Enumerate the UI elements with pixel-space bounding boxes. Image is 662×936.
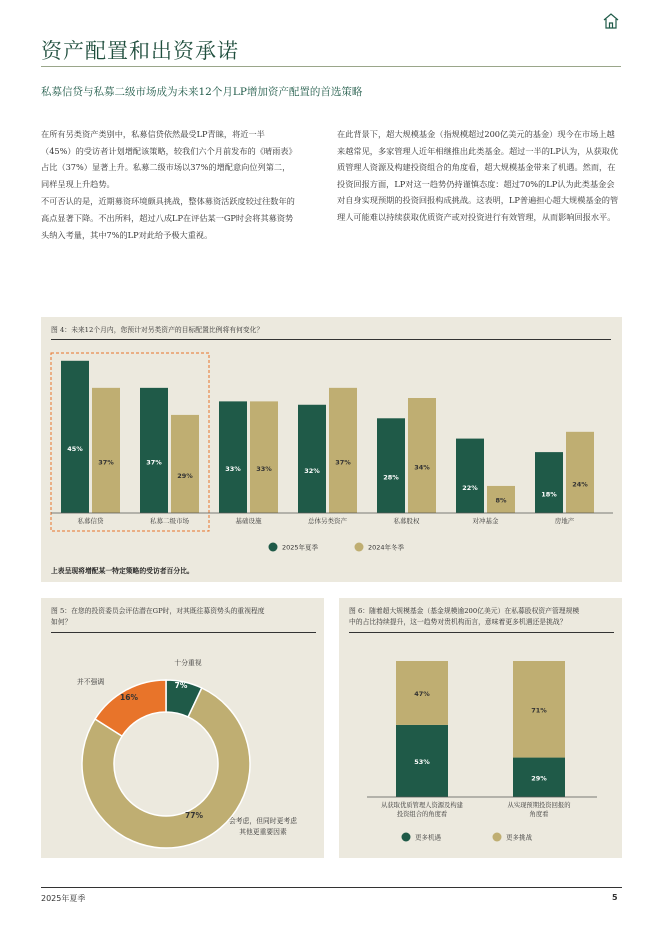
figure-6-panel (339, 598, 622, 858)
bar-winter-2024 (329, 388, 357, 513)
slice-value-label: 7% (174, 681, 188, 690)
legend-swatch (269, 543, 278, 552)
data-label: 33% (225, 465, 241, 474)
footer-season: 2025年夏季 (41, 894, 86, 903)
legend-swatch (355, 543, 364, 552)
bar-summer-2025 (456, 439, 484, 513)
figure-4-title: 图 4：未来12个月内，您预计对另类资产的目标配置比例将有何变化？ (51, 326, 264, 334)
data-label: 24% (572, 480, 588, 489)
data-label: 37% (335, 458, 351, 467)
page-subtitle: 私募信贷与私募二级市场成为未来12个月LP增加资产配置的首选策略 (41, 86, 363, 98)
data-label: 32% (304, 466, 320, 475)
home-icon[interactable] (602, 12, 620, 30)
footer-divider (41, 887, 622, 888)
callout-consider: 会考虑，但同时更考虑 (229, 817, 297, 825)
bar-summer-2025 (377, 418, 405, 513)
category-label: 对冲基金 (472, 517, 499, 525)
figure-4-note: 上表呈现将增配某一特定策略的受访者百分比。 (51, 567, 194, 575)
category-label: 私募信贷 (77, 517, 104, 525)
data-label: 37% (98, 458, 114, 467)
figure-5-panel (41, 598, 324, 858)
callout-very-important: 十分重视 (174, 659, 202, 667)
figure-5-chart (41, 598, 324, 858)
figure-4-panel (41, 317, 622, 582)
category-label: 角度看 (529, 811, 549, 818)
bar-winter-2024 (92, 388, 120, 513)
category-label: 从获取优质管理人资源及构建 (381, 802, 463, 809)
body-paragraph: 在所有另类资产类别中，私募信贷依然最受LP青睐，将近一半（45%）的受访者计划增配该策略，较我们六个月前发布的《晴雨表》占比（37%）显著上升。私募二级市场以37%的增配意向位列第二，同样呈现上升趋势。 (41, 129, 293, 189)
figure-6-title-line1: 图 6：随着超大规模基金（基金规模逾200亿美元）在私募股权资产管理规模 (349, 607, 580, 615)
legend-label: 更多挑战 (506, 833, 532, 842)
legend-swatch (493, 833, 502, 842)
category-label: 投资组合的角度看 (396, 811, 448, 818)
body-column-right (337, 126, 622, 227)
legend-label: 2025年夏季 (282, 543, 319, 552)
title-divider (41, 66, 621, 67)
category-label: 基础设施 (235, 517, 262, 525)
bar-winter-2024 (408, 398, 436, 513)
callout-consider: 其他更重要因素 (239, 828, 287, 836)
body-paragraph: 在此背景下，超大规模基金（指规模超过200亿美元的基金）现今在市场上越来越常见，多家管理人近年相继推出此类基金。超过一半的LP认为，从获取优质管理人资源及构建投资组合的角度看，超大规模基金带来了机遇。然而，在投资回报方面，LP对这一趋势仍持谨慎态度：超过70%的LP认为此类基金会对自身实现预期的投资回报构成挑战。这表明，LP普遍担心超大规模基金的管理人可能难以持续获取优质资产或对投资进行有效管理，从而影响回报水平。 (337, 129, 619, 222)
data-label: 71% (531, 706, 547, 715)
data-label: 29% (531, 774, 547, 783)
bar-summer-2025 (219, 401, 247, 513)
figure-6-title-line2: 中的占比持续提升，这一趋势对贵机构而言，意味着更多机遇还是挑战？ (349, 618, 567, 626)
legend-swatch (402, 833, 411, 842)
category-label: 私募股权 (393, 517, 420, 525)
donut-hole (115, 713, 217, 815)
data-label: 37% (146, 458, 162, 467)
figure-5-title-line1: 图 5：在您的投资委员会评估潜在GP时，对其既往募资势头的重视程度 (51, 607, 265, 615)
bar-summer-2025 (535, 452, 563, 513)
data-label: 34% (414, 463, 430, 472)
legend-label: 更多机遇 (415, 833, 441, 842)
bar-winter-2024 (250, 401, 278, 513)
bar-summer-2025 (140, 388, 168, 513)
bar-summer-2025 (298, 405, 326, 513)
slice-value-label: 16% (120, 693, 138, 702)
data-label: 45% (67, 444, 83, 453)
data-label: 29% (177, 471, 193, 480)
body-paragraph: 不可否认的是，近期募资环境颇具挑战，整体募资活跃度较过往数年的高点显著下降。不出所料，超过八成LP在评估某一GP时会将其募资势头纳入考量，其中7%的LP对此给予极大重视。 (41, 196, 295, 240)
category-label: 从实现预期投资回报的 (507, 802, 571, 809)
data-label: 53% (414, 757, 430, 766)
data-label: 22% (462, 483, 478, 492)
page-number: 5 (612, 893, 618, 902)
figure-4-chart (41, 317, 622, 582)
callout-not-emphasized: 并不强调 (77, 678, 105, 686)
legend-label: 2024年冬季 (368, 543, 405, 552)
data-label: 47% (414, 689, 430, 698)
data-label: 18% (541, 490, 557, 499)
body-column-left (41, 126, 295, 244)
data-label: 33% (256, 465, 272, 474)
slice-value-label: 77% (185, 811, 203, 820)
bar-winter-2024 (566, 432, 594, 513)
category-label: 总体另类资产 (308, 517, 347, 525)
category-label: 房地产 (554, 517, 575, 525)
bar-summer-2025 (61, 361, 89, 513)
data-label: 28% (383, 473, 399, 482)
page-title: 资产配置和出资承诺 (41, 39, 239, 63)
category-label: 私募二级市场 (150, 517, 189, 525)
bar-winter-2024 (171, 415, 199, 513)
data-label: 8% (495, 496, 507, 505)
figure-6-chart (339, 598, 622, 858)
figure-5-title-line2: 如何？ (51, 618, 72, 626)
